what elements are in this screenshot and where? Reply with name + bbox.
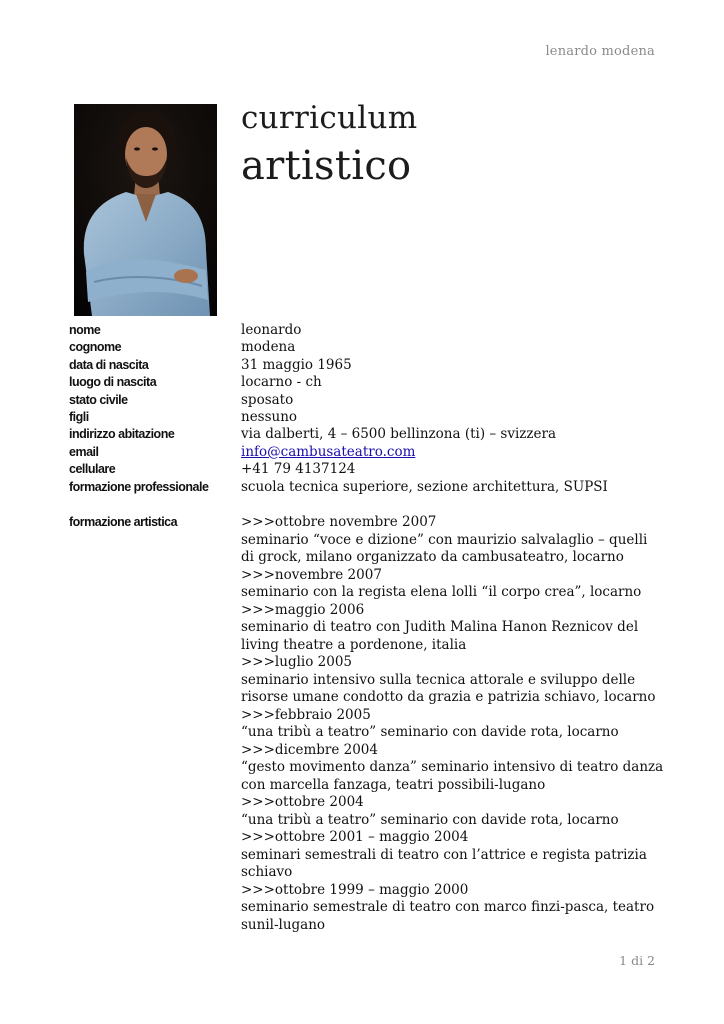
info-value: locarno - ch bbox=[241, 374, 322, 391]
info-label: cellulare bbox=[69, 462, 116, 477]
title-curriculum: curriculum bbox=[241, 100, 418, 136]
info-row-nome bbox=[69, 322, 669, 339]
entry-line: “una tribù a teatro” seminario con davide rota, locarno bbox=[241, 811, 619, 828]
entry-line: seminario con la regista elena lolli “il corpo crea”, locarno bbox=[241, 584, 642, 600]
info-row-luogo-di-nascita bbox=[69, 374, 669, 391]
title-artistico: artistico bbox=[241, 143, 412, 189]
entry-line: seminari semestrali di teatro con l’attrice e regista patrizia bbox=[241, 846, 647, 863]
entry-line: risorse umane condotto da grazia e patrizia schiavo, locarno bbox=[241, 689, 656, 705]
info-value: leonardo bbox=[241, 322, 302, 338]
info-value: sposato bbox=[241, 391, 294, 408]
portrait-photo bbox=[74, 104, 217, 316]
info-row-indirizzo bbox=[69, 426, 669, 443]
entry-line: schiavo bbox=[241, 864, 293, 880]
entry-line: seminario intensivo sulla tecnica attorale e sviluppo delle bbox=[241, 671, 636, 688]
entry-line: “una tribù a teatro” seminario con davide rota, locarno bbox=[241, 724, 619, 740]
info-row-cognome bbox=[69, 339, 669, 356]
artistic-training-entries bbox=[241, 514, 664, 934]
entry-line: >>>ottobre 1999 – maggio 2000 bbox=[241, 881, 469, 898]
entry-line: seminario di teatro con Judith Malina Hanon Reznicov del bbox=[241, 619, 639, 635]
entry-line: >>>maggio 2006 bbox=[241, 601, 365, 618]
info-value: via dalberti, 4 – 6500 bellinzona (ti) – svizzera bbox=[241, 426, 557, 443]
artistic-training-label: formazione artistica bbox=[69, 515, 178, 529]
email-link[interactable]: info@cambusateatro.com bbox=[241, 443, 416, 460]
info-label: email bbox=[69, 444, 99, 459]
info-row-formazione-professionale bbox=[69, 479, 669, 496]
info-value bbox=[241, 444, 415, 461]
info-label: figli bbox=[69, 409, 89, 424]
info-label: formazione professionale bbox=[69, 479, 209, 494]
info-row-data-di-nascita bbox=[69, 357, 669, 374]
artistic-training-section bbox=[69, 514, 664, 934]
entry-line: living theatre a pordenone, italia bbox=[241, 636, 467, 653]
info-value: 31 maggio 1965 bbox=[241, 356, 352, 373]
entry-line: >>>ottobre novembre 2007 bbox=[241, 514, 437, 530]
info-label: luogo di nascita bbox=[69, 375, 157, 390]
info-row-stato-civile bbox=[69, 392, 669, 409]
entry-line: >>>dicembre 2004 bbox=[241, 741, 378, 758]
portrait-illustration bbox=[74, 104, 217, 316]
entry-line: di grock, milano organizzato da cambusateatro, locarno bbox=[241, 549, 624, 565]
entry-line: >>>novembre 2007 bbox=[241, 566, 382, 583]
entry-line: “gesto movimento danza” seminario intensivo di teatro danza bbox=[241, 759, 664, 775]
info-label: indirizzo abitazione bbox=[69, 427, 175, 442]
info-label: data di nascita bbox=[69, 357, 149, 372]
info-value: modena bbox=[241, 339, 296, 356]
info-value: scuola tecnica superiore, sezione architettura, SUPSI bbox=[241, 478, 608, 495]
info-row-email bbox=[69, 444, 669, 461]
page-number: 1 di 2 bbox=[619, 953, 655, 968]
entry-line: con marcella fanzaga, teatri possibili-lugano bbox=[241, 776, 546, 793]
header-author-name: lenardo modena bbox=[545, 44, 655, 59]
personal-info-table bbox=[69, 322, 669, 496]
entry-line: seminario semestrale di teatro con marco finzi-pasca, teatro bbox=[241, 899, 655, 915]
info-label: nome bbox=[69, 323, 101, 337]
info-value: +41 79 4137124 bbox=[241, 461, 356, 478]
info-row-figli bbox=[69, 409, 669, 426]
entry-line: seminario “voce e dizione” con maurizio salvalaglio – quelli bbox=[241, 531, 648, 548]
info-label: cognome bbox=[69, 340, 122, 355]
info-label: stato civile bbox=[69, 392, 128, 407]
info-value: nessuno bbox=[241, 408, 298, 425]
entry-line: >>>febbraio 2005 bbox=[241, 706, 371, 723]
entry-line: >>>ottobre 2001 – maggio 2004 bbox=[241, 829, 469, 845]
entry-line: sunil-lugano bbox=[241, 916, 326, 933]
info-row-cellulare bbox=[69, 461, 669, 478]
entry-line: >>>luglio 2005 bbox=[241, 654, 352, 670]
entry-line: >>>ottobre 2004 bbox=[241, 794, 364, 810]
